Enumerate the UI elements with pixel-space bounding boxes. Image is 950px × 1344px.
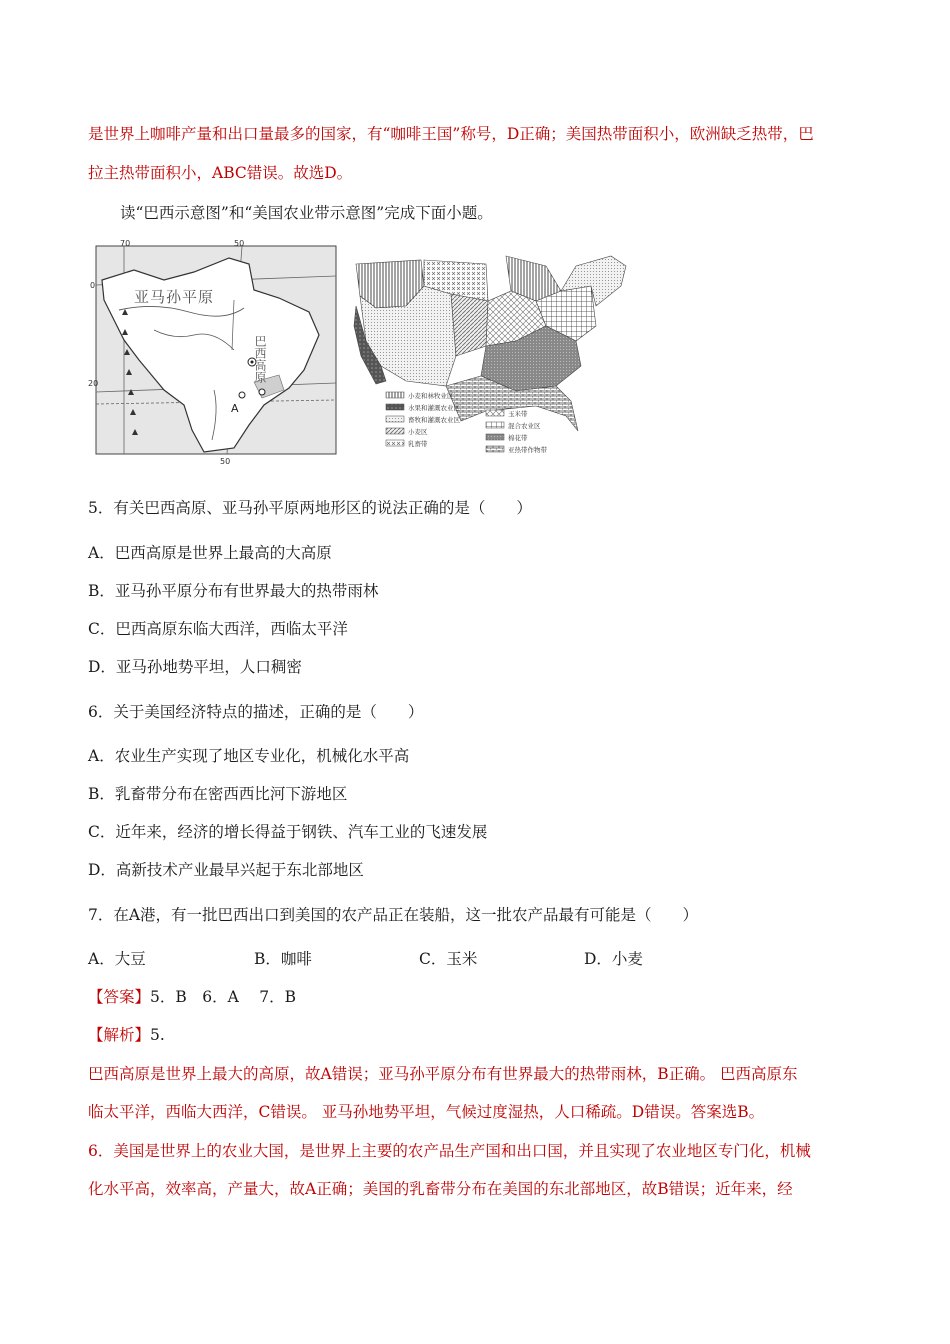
legend-item-label: 小麦区 (408, 428, 428, 436)
analysis-line (88, 1023, 868, 1045)
brazil-plateau-label: 巴西高原 (253, 335, 267, 383)
legend-item-label: 乳畜带 (408, 440, 428, 448)
prev-explanation-line-1: 是世界上咖啡产量和出口量最多的国家，有“咖啡王国”称号，D正确；美国热带面积小，欧洲缺乏热带，巴 (88, 125, 814, 143)
q5-option-c: C．巴西高原东临大西洋，西临太平洋 (88, 620, 348, 638)
q7-option-d: D．小麦 (584, 950, 643, 968)
answer-text: 5．B 6．A 7．B (150, 988, 297, 1006)
q5-stem: 5．有关巴西高原、亚马孙平原两地形区的说法正确的是（ ） (88, 499, 532, 517)
analysis-5-line-2: 临太平洋，西临大西洋，C错误。 亚马孙地势平坦，气候过度湿热，人口稀疏。D错误。答案选B。 (88, 1103, 765, 1121)
q5-option-a: A．巴西高原是世界上最高的大高原 (88, 544, 332, 562)
analysis-6-line-1: 6．美国是世界上的农业大国，是世界上主要的农产品生产国和出口国，并且实现了农业地区专门化，机械 (88, 1142, 811, 1160)
q5-option-d: D．亚马孙地势平坦，人口稠密 (88, 658, 302, 676)
q7-option-b: B．咖啡 (254, 950, 312, 968)
legend-item-label: 小麦和林牧业区 (408, 392, 454, 400)
q6-option-a: A．农业生产实现了地区专业化，机械化水平高 (88, 747, 410, 765)
q6-option-b: B．乳畜带分布在密西西比河下游地区 (88, 785, 348, 803)
q7-stem: 7．在A港，有一批巴西出口到美国的农产品正在装船，这一批农产品最有可能是（ ） (88, 906, 699, 924)
q6-stem: 6．关于美国经济特点的描述，正确的是（ ） (88, 703, 424, 721)
q7-option-c: C．玉米 (419, 950, 478, 968)
q6-option-c: C．近年来，经济的增长得益于钢铁、汽车工业的飞速发展 (88, 823, 488, 841)
analysis-tag: 【解析】 (88, 1026, 151, 1044)
answer-line (88, 985, 868, 1007)
brazil-lon-50-top: 50 (234, 239, 245, 248)
q5-option-b: B．亚马孙平原分布有世界最大的热带雨林 (88, 582, 379, 600)
analysis-6-line-2: 化水平高，效率高，产量大，故A正确；美国的乳畜带分布在美国的东北部地区，故B错误；近年来，经 (88, 1180, 793, 1198)
legend-item-label: 玉米带 (508, 410, 528, 418)
legend-item-label: 畜牧和灌溉农业区 (408, 416, 460, 424)
prev-explanation-line-2: 拉主热带面积小，ABC错误。故选D。 (88, 164, 353, 182)
legend-item-label: 亚热带作物带 (508, 446, 547, 454)
brazil-map (88, 239, 340, 466)
legend-item-label: 棉花带 (508, 434, 528, 442)
brazil-lat-0: 0 (90, 281, 96, 290)
port-a-label: A (231, 402, 239, 415)
brazil-lon-70: 70 (120, 239, 131, 248)
question-intro: 读“巴西示意图”和“美国农业带示意图”完成下面小题。 (120, 204, 493, 222)
q7-option-a: A．大豆 (88, 950, 146, 968)
analysis-5-line-1: 巴西高原是世界上最大的高原，故A错误；亚马孙平原分布有世界最大的热带雨林，B正确。 巴西高原东 (88, 1065, 798, 1083)
legend-item-label: 水果和灌溉农业区 (408, 404, 460, 412)
brazil-lon-50-bottom: 50 (220, 457, 231, 466)
analysis-number: 5. (150, 1026, 165, 1044)
brazil-lat-20: 20 (88, 379, 99, 388)
q6-option-d: D．高新技术产业最早兴起于东北部地区 (88, 861, 364, 879)
answer-tag: 【答案】 (88, 988, 151, 1006)
legend-item-label: 混合农业区 (508, 422, 541, 430)
amazon-plain-label: 亚马孙平原 (134, 288, 215, 306)
usa-agri-map (346, 246, 636, 458)
